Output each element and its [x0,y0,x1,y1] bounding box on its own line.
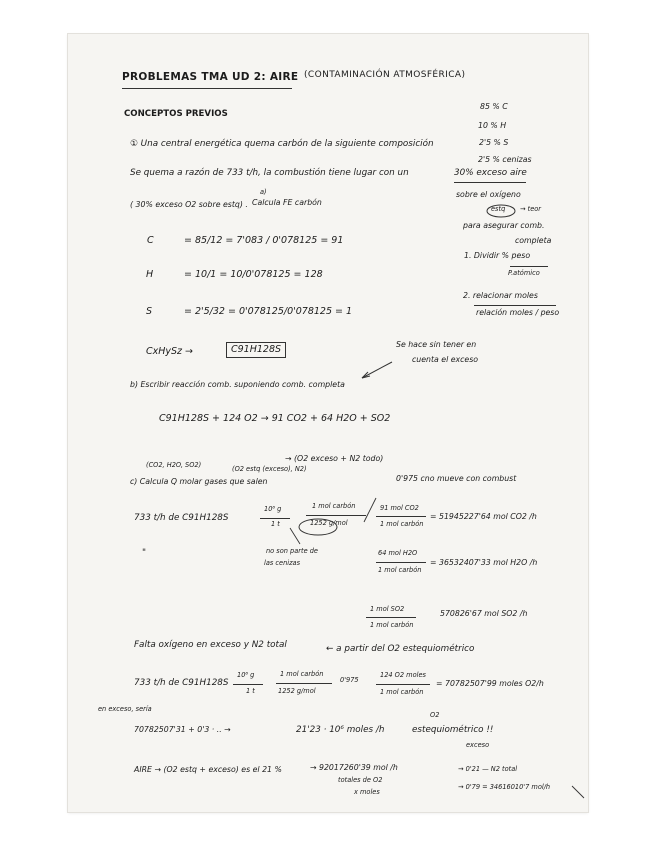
so2-result: 570826'67 mol SO2 /h [440,609,528,618]
problem-line-1: ① Una central energética quema carbón de la siguiente composición [130,139,434,149]
carbon-calc: = 85/12 = 7'083 / 0'078125 = 91 [184,235,344,246]
part-a-mark: a) [260,188,267,196]
composition-c: 85 % C [480,102,508,111]
aire-n2-line1: → 0'21 — N2 total [458,765,518,773]
step-2-label: 2. relacionar moles [463,291,538,300]
h2o-f-bar [376,562,426,563]
side-note-oxigeno: sobre el oxígeno [456,190,521,199]
o2-exceso-sub: exceso [466,741,490,749]
o2-cond: 0'975 [340,676,359,684]
products-note-2: (O2 estq (exceso), N2) [232,465,307,473]
co2-f2-den: 1252 g/mol [310,519,348,527]
part-c-label: c) Calcula Q molar gases que salen [130,477,268,486]
composition-cenizas: 2'5 % cenizas [478,155,532,164]
o2-exceso-sup: O2 [430,711,440,719]
side-note-completa: completa [515,236,552,245]
hydrogen-symbol: H [146,269,154,280]
co2-f2-bar [306,515,366,516]
o2-exceso-note: en exceso, sería [98,705,152,713]
part-b-label: b) Escribir reacción comb. suponiendo comb. completa [130,380,345,389]
aire-total-o2-sub2: x moles [354,788,380,796]
o2-f3-num: 124 O2 moles [380,671,426,679]
co2-f1-num: 10⁶ g [264,505,282,513]
products-note: (CO2, H2O, SO2) [146,461,202,469]
o2-f2-den: 1252 g/mol [278,687,316,695]
o2-line-start: 733 t/h de C91H128S [134,678,229,688]
side-note-teor: → teor [520,205,542,213]
note-cenizas-2: las cenizas [264,559,301,567]
products-excess-note: → (O2 exceso + N2 todo) [285,454,384,463]
h2o-f-den: 1 mol carbón [378,566,422,574]
step-2-underline [474,305,556,306]
o2-f2-num: 1 mol carbón [280,670,324,678]
aire-total-o2-sub1: totales de O2 [338,776,383,784]
co2-result: = 51945227'64 mol CO2 /h [430,512,537,521]
o2-f1-bar [233,684,263,685]
o2-exceso-result: 21'23 · 10⁶ moles /h [296,725,385,735]
title-underline [122,88,292,89]
note-sin-exceso-2: cuenta el exceso [412,355,479,364]
co2-f1-den: 1 t [271,520,280,528]
page-subtitle: (CONTAMINACIÓN ATMOSFÉRICA) [304,70,466,80]
sulfur-calc: = 2'5/32 = 0'078125/0'078125 = 1 [184,306,353,317]
part-a-label: Calcula FE carbón [252,198,322,207]
o2-result: = 70782507'99 moles O2/h [436,679,544,688]
note-cenizas-1: no son parte de [266,547,318,555]
o2-exceso-right: estequiométrico !! [412,725,494,735]
problem-line-3: ( 30% exceso O2 sobre estq) . [130,200,248,209]
step-1-fraction-bar [510,266,548,267]
h2o-f-num: 64 mol H2O [378,549,418,557]
co2-line-start: 733 t/h de C91H128S [134,513,229,523]
o2-f2-bar [276,683,332,684]
o2-f3-den: 1 mol carbón [380,688,424,696]
h2o-result: = 36532407'33 mol H2O /h [430,558,538,567]
part-c-condition: 0'975 cno mueve con combust [396,474,517,483]
co2-f3-bar [376,516,426,517]
carbon-symbol: C [147,235,154,246]
empirical-formula-box: C91H128S [226,342,286,358]
step-1-label: 1. Dividir % peso [464,251,531,260]
page-title: PROBLEMAS TMA UD 2: AIRE [122,71,299,83]
problem-line-2: Se quema a razón de 733 t/h, la combustión tiene lugar con un [130,168,409,178]
o2-exceso-line: 70782507'31 + 0'3 · .. → [134,725,231,734]
hydrogen-calc: = 10/1 = 10/0'078125 = 128 [184,269,323,280]
step-2-sub: relación moles / peso [476,308,560,317]
section-heading: CONCEPTOS PREVIOS [124,109,228,119]
falta-oxigeno: Falta oxígeno en exceso y N2 total [134,640,287,650]
falta-oxigeno-ref: ← a partir del O2 estequiométrico [326,644,475,654]
exceso-aire: 30% exceso aire [454,168,527,178]
composition-s: 2'5 % S [479,138,509,147]
exceso-underline [454,182,526,183]
repeat-mark: " [142,548,147,558]
co2-f3-den: 1 mol carbón [380,520,424,528]
sulfur-symbol: S [146,306,153,317]
co2-f2-num: 1 mol carbón [312,502,356,510]
so2-f-num: 1 mol SO2 [370,605,405,613]
composition-h: 10 % H [478,121,507,130]
aire-total-o2: → 92017260'39 mol /h [310,763,398,772]
step-1-denominator: P.atómico [508,269,540,277]
co2-f1-bar [260,518,290,519]
so2-f-bar [366,617,416,618]
o2-f1-den: 1 t [246,687,255,695]
general-formula: CxHySz → [146,346,194,357]
aire-line: AIRE → (O2 estq + exceso) es el 21 % [134,765,282,774]
o2-f3-bar [376,684,430,685]
note-sin-exceso-1: Se hace sin tener en [396,340,477,349]
side-note-asegurar: para asegurar comb. [463,221,545,230]
aire-n2-line2: → 0'79 = 34616010'7 mol/h [458,783,551,791]
combustion-reaction: C91H128S + 124 O2 → 91 CO2 + 64 H2O + SO2 [159,413,391,424]
co2-f3-num: 91 mol CO2 [380,504,419,512]
so2-f-den: 1 mol carbón [370,621,414,629]
side-note-estq: estq [491,205,506,213]
o2-f1-num: 10⁶ g [237,671,255,679]
